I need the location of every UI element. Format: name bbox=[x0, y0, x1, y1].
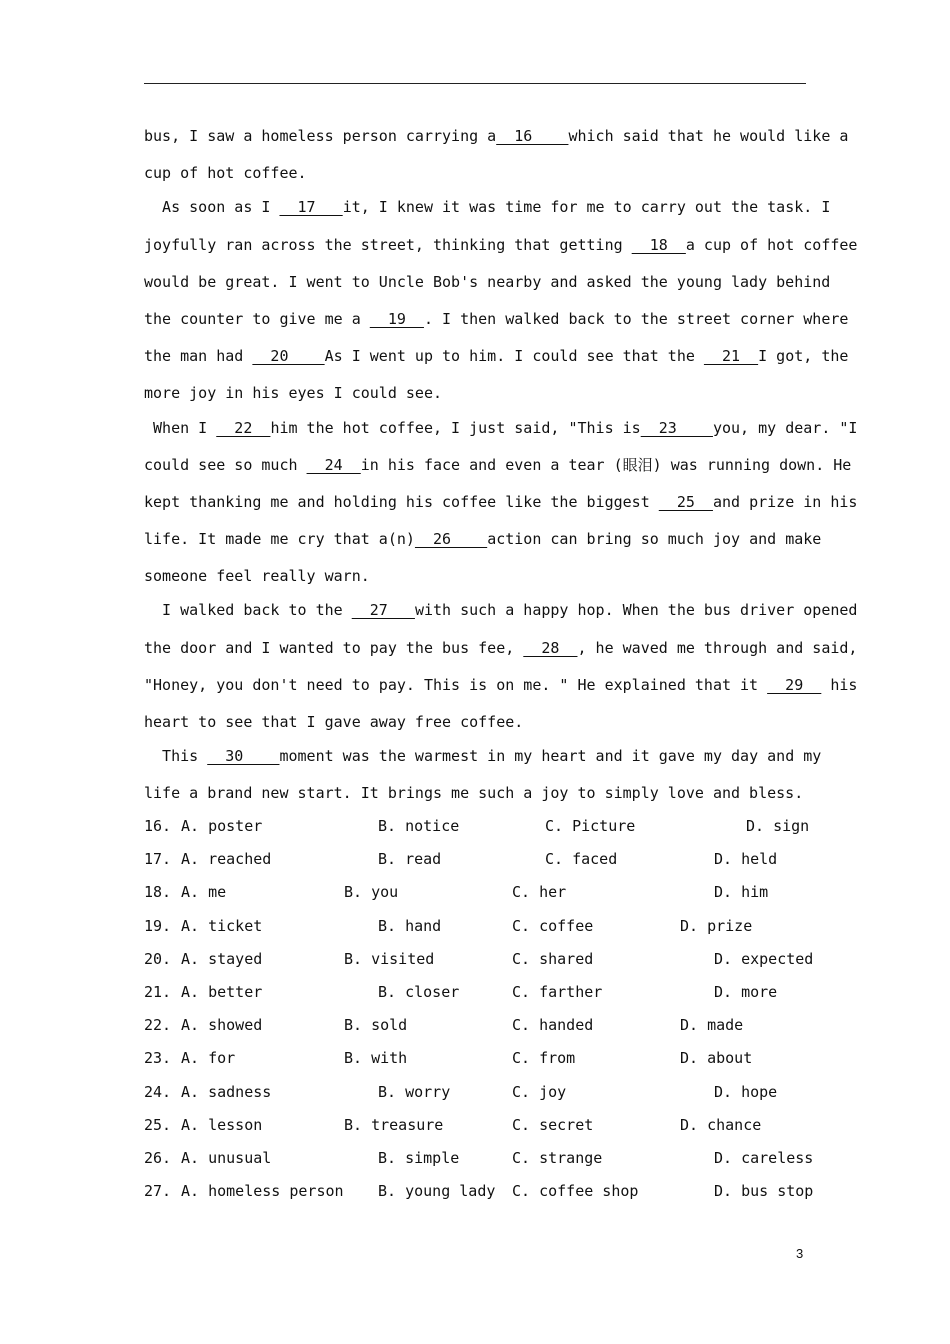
option-c: C. Picture bbox=[545, 817, 636, 835]
passage-text: the man had bbox=[144, 347, 253, 366]
question-number: 25. bbox=[144, 1115, 172, 1134]
option-c: C. farther bbox=[512, 982, 603, 1001]
answer-blank: 23 bbox=[640, 418, 713, 437]
question-row bbox=[144, 943, 814, 976]
option-a: A. lesson bbox=[181, 1115, 263, 1134]
option-c: C. faced bbox=[545, 850, 618, 869]
answer-blank: 27 bbox=[351, 601, 415, 620]
passage-text: kept thanking me and holding his coffee like the biggest bbox=[144, 492, 659, 511]
passage-line bbox=[144, 189, 831, 226]
option-d: D. more bbox=[714, 982, 778, 1001]
passage-line bbox=[144, 410, 858, 447]
option-d: D. careless bbox=[714, 1148, 814, 1167]
passage-text: I got, the bbox=[758, 347, 849, 366]
passage-line bbox=[144, 118, 849, 155]
option-d: D. hope bbox=[714, 1082, 778, 1101]
option-a: A. sadness bbox=[181, 1082, 272, 1101]
passage-text: the door and I wanted to pay the bus fee, bbox=[144, 638, 524, 657]
option-a: A. better bbox=[181, 982, 263, 1001]
option-b: B. treasure bbox=[344, 1115, 444, 1134]
option-b: B. visited bbox=[344, 949, 435, 968]
option-b: B. simple bbox=[378, 1148, 460, 1167]
passage-line bbox=[144, 667, 858, 704]
answer-blank: 21 bbox=[703, 347, 759, 366]
passage-line bbox=[144, 704, 806, 741]
option-d: D. about bbox=[680, 1049, 753, 1068]
question-number: 21. bbox=[144, 982, 172, 1001]
answer-blank: 16 bbox=[496, 127, 569, 145]
question-row bbox=[144, 1009, 806, 1042]
question-row bbox=[144, 1142, 814, 1175]
option-d: D. chance bbox=[680, 1115, 762, 1134]
passage-text: "Honey, you don't need to pay. This is on me. " He explained that it bbox=[144, 675, 768, 694]
passage-text: When I bbox=[144, 418, 217, 437]
option-c: C. coffee bbox=[512, 916, 594, 935]
option-a: A. for bbox=[181, 1049, 236, 1068]
question-number: 16. bbox=[144, 817, 172, 835]
passage-line bbox=[144, 558, 806, 595]
passage-text: and prize in his bbox=[712, 492, 858, 511]
passage-text: would be great. I went to Uncle Bob's nearby and asked the young lady behind bbox=[144, 272, 831, 291]
cloze-passage bbox=[144, 118, 858, 813]
option-c: C. joy bbox=[512, 1082, 567, 1101]
header-rule bbox=[144, 83, 806, 84]
question-row bbox=[144, 1109, 806, 1142]
passage-text: heart to see that I gave away free coffee. bbox=[144, 713, 524, 731]
passage-text: which said that he would like a bbox=[568, 127, 849, 145]
option-a: A. poster bbox=[181, 817, 263, 835]
passage-text: you, my dear. "I bbox=[712, 418, 858, 437]
passage-text: This bbox=[144, 747, 208, 766]
option-a: A. showed bbox=[181, 1016, 263, 1035]
option-c: C. handed bbox=[512, 1016, 594, 1035]
option-a: A. reached bbox=[181, 850, 272, 869]
passage-text: life a brand new start. It brings me such a joy to simply love and bless. bbox=[144, 784, 804, 803]
option-c: C. strange bbox=[512, 1148, 603, 1167]
answer-blank: 19 bbox=[369, 309, 424, 328]
passage-text: , he waved me through and said, bbox=[577, 638, 858, 657]
passage-text: . I then walked back to the street corner where bbox=[423, 309, 849, 328]
passage-text: As soon as I bbox=[144, 198, 280, 217]
answer-blank: 29 bbox=[767, 675, 822, 694]
question-row bbox=[144, 1042, 806, 1075]
passage-text: moment was the warmest in my heart and it gave my day and my bbox=[279, 747, 822, 766]
passage-line bbox=[144, 521, 822, 558]
option-d: D. him bbox=[714, 883, 769, 902]
answer-blank: 20 bbox=[252, 347, 325, 366]
option-b: B. you bbox=[344, 883, 399, 902]
option-d: D. held bbox=[714, 850, 778, 869]
option-a: A. homeless person bbox=[181, 1182, 344, 1201]
answer-blank: 30 bbox=[207, 747, 280, 766]
passage-line bbox=[144, 775, 806, 812]
answer-blank: 22 bbox=[216, 418, 271, 437]
passage-text: his bbox=[821, 675, 858, 694]
question-number: 27. bbox=[144, 1182, 172, 1201]
option-a: A. stayed bbox=[181, 949, 263, 968]
question-row bbox=[144, 1175, 814, 1208]
passage-line bbox=[144, 264, 831, 301]
passage-line bbox=[144, 155, 806, 192]
answer-blank: 24 bbox=[306, 455, 361, 474]
question-number: 24. bbox=[144, 1082, 172, 1101]
question-row bbox=[144, 976, 806, 1009]
passage-text: more joy in his eyes I could see. bbox=[144, 384, 443, 403]
passage-line bbox=[144, 227, 858, 264]
passage-text: him the hot coffee, I just said, "This is bbox=[270, 418, 641, 437]
option-d: D. sign bbox=[746, 817, 810, 835]
answer-blank: 18 bbox=[631, 235, 686, 254]
option-b: B. young lady bbox=[378, 1182, 496, 1201]
answer-options bbox=[144, 810, 814, 1208]
option-d: D. bus stop bbox=[714, 1182, 814, 1201]
option-c: C. secret bbox=[512, 1115, 594, 1134]
question-row bbox=[144, 910, 806, 943]
question-number: 23. bbox=[144, 1049, 172, 1068]
question-number: 18. bbox=[144, 883, 172, 902]
passage-line bbox=[144, 484, 858, 521]
answer-blank: 28 bbox=[523, 638, 578, 657]
option-d: D. made bbox=[680, 1016, 744, 1035]
passage-text: action can bring so much joy and make bbox=[487, 530, 822, 549]
passage-text: with such a happy hop. When the bus driver opened bbox=[414, 601, 858, 620]
option-d: D. prize bbox=[680, 916, 753, 935]
passage-text: someone feel really warn. bbox=[144, 567, 370, 586]
option-b: B. worry bbox=[378, 1082, 451, 1101]
question-row bbox=[144, 876, 806, 909]
answer-blank: 25 bbox=[658, 492, 713, 511]
passage-line bbox=[144, 630, 858, 667]
option-c: C. coffee shop bbox=[512, 1182, 639, 1201]
passage-text: it, I knew it was time for me to carry out the task. I bbox=[342, 198, 831, 217]
question-number: 22. bbox=[144, 1016, 172, 1035]
option-b: B. notice bbox=[378, 817, 460, 835]
passage-text: I walked back to the bbox=[144, 601, 352, 620]
passage-text: As I went up to him. I could see that the bbox=[324, 347, 704, 366]
option-c: C. from bbox=[512, 1049, 576, 1068]
option-b: B. hand bbox=[378, 916, 442, 935]
passage-line bbox=[144, 338, 849, 375]
option-d: D. expected bbox=[714, 949, 814, 968]
question-number: 17. bbox=[144, 850, 172, 869]
passage-text: in his face and even a tear (眼泪) was running down. He bbox=[360, 455, 852, 474]
answer-blank: 17 bbox=[279, 198, 343, 217]
passage-text: life. It made me cry that a(n) bbox=[144, 530, 415, 549]
passage-line bbox=[144, 375, 806, 412]
option-b: B. with bbox=[344, 1049, 408, 1068]
option-c: C. shared bbox=[512, 949, 594, 968]
option-b: B. read bbox=[378, 850, 442, 869]
passage-line bbox=[144, 447, 852, 484]
question-row bbox=[144, 810, 810, 843]
page-number: 3 bbox=[796, 1246, 804, 1261]
passage-text: bus, I saw a homeless person carrying a bbox=[144, 127, 497, 145]
question-number: 20. bbox=[144, 949, 172, 968]
question-row bbox=[144, 1076, 806, 1109]
option-b: B. closer bbox=[378, 982, 460, 1001]
question-number: 19. bbox=[144, 916, 172, 935]
passage-text: could see so much bbox=[144, 455, 307, 474]
question-row bbox=[144, 843, 806, 876]
passage-text: the counter to give me a bbox=[144, 309, 370, 328]
passage-text: joyfully ran across the street, thinking that getting bbox=[144, 235, 632, 254]
passage-text: a cup of hot coffee bbox=[685, 235, 858, 254]
question-number: 26. bbox=[144, 1148, 172, 1167]
option-b: B. sold bbox=[344, 1016, 408, 1035]
option-a: A. ticket bbox=[181, 916, 263, 935]
passage-line bbox=[144, 592, 858, 629]
passage-line bbox=[144, 301, 849, 338]
passage-line bbox=[144, 738, 822, 775]
passage-text: cup of hot coffee. bbox=[144, 164, 307, 183]
option-c: C. her bbox=[512, 883, 567, 902]
answer-blank: 26 bbox=[414, 530, 488, 549]
option-a: A. unusual bbox=[181, 1148, 272, 1167]
option-a: A. me bbox=[181, 883, 227, 902]
